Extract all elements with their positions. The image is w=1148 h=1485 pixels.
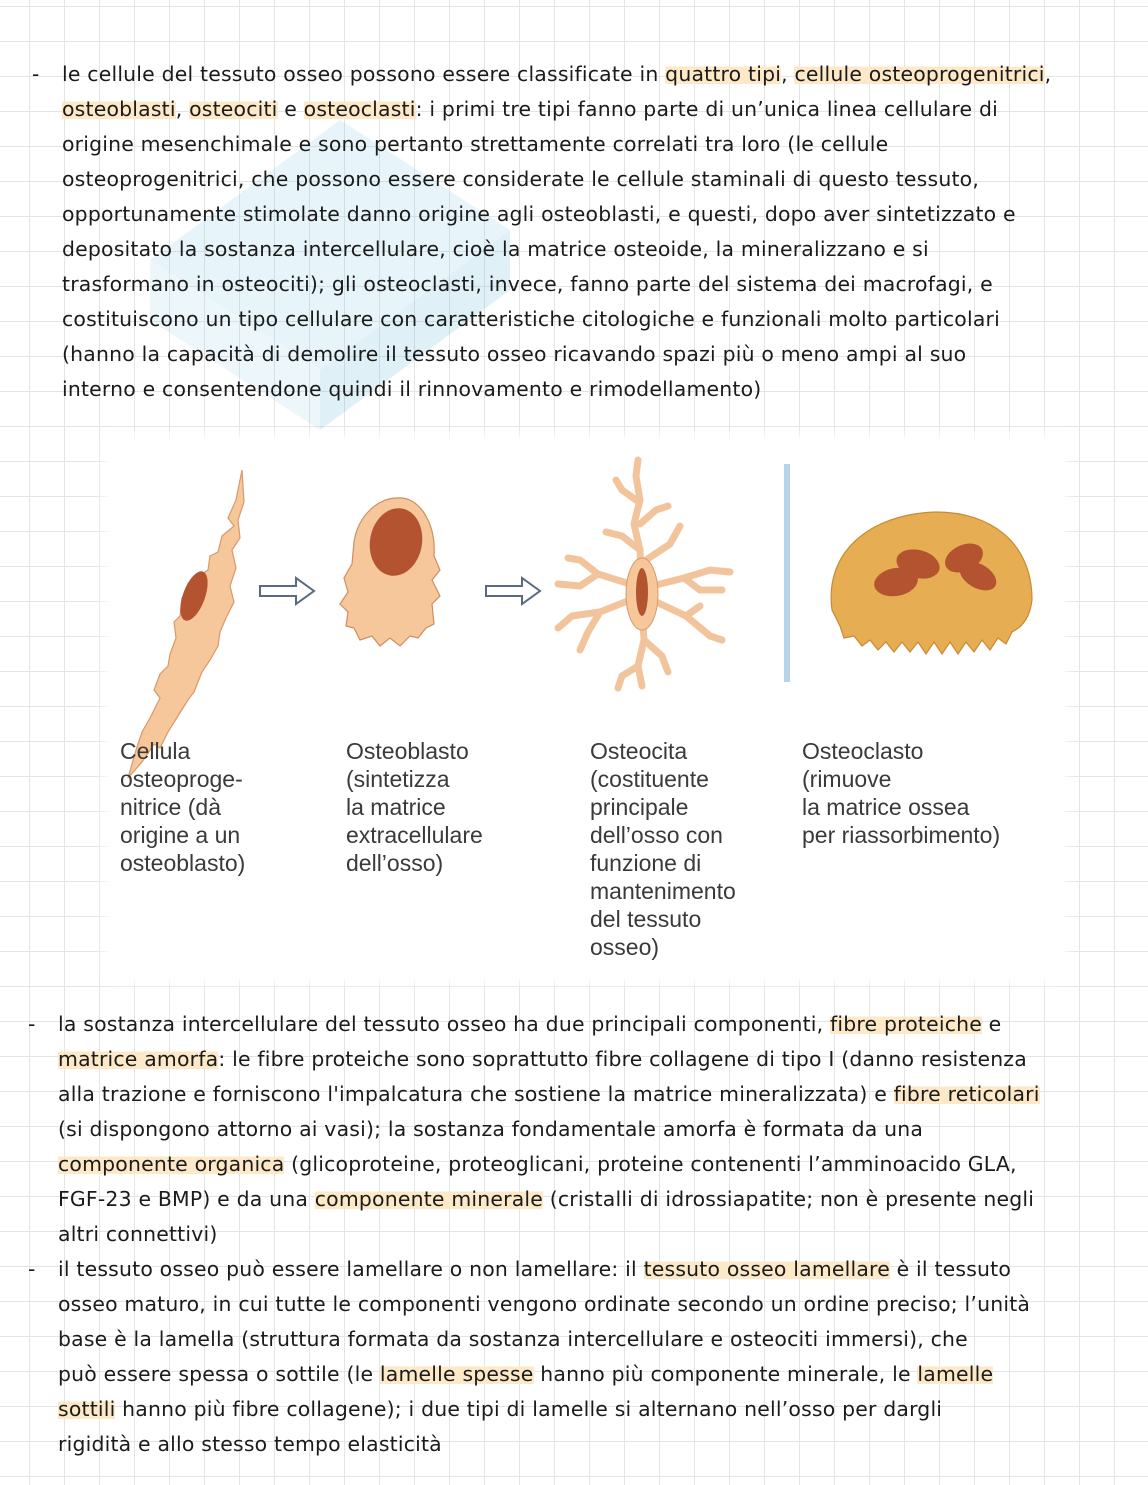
text-line (58, 1042, 1110, 1077)
text-line (62, 267, 1114, 302)
text-segment: , (1044, 62, 1052, 86)
caption-line: Osteoblasto (346, 738, 469, 764)
text-line (58, 1112, 1110, 1147)
highlighted-term: quattro tipi (665, 62, 782, 86)
caption-line: origine a un (120, 822, 241, 848)
caption-line: (costituente (590, 766, 709, 792)
text-segment: depositato la sostanza intercellulare, cioè la matrice osteoide, la mineralizzano e si (62, 237, 929, 261)
highlighted-term: osteoblasti (62, 97, 176, 121)
caption-line: per riassorbimento) (802, 822, 1001, 848)
text-segment: costituiscono un tipo cellulare con caratteristiche citologiche e funzionali molto particolari (62, 307, 1000, 331)
text-segment: e (277, 97, 304, 121)
text-segment: le cellule del tessuto osseo possono essere classificate in (62, 62, 666, 86)
text-line (58, 1147, 1110, 1182)
text-segment: (glicoproteine, proteoglicani, proteine contenenti l’amminoacido GLA, (284, 1152, 1017, 1176)
text-line (58, 1007, 1110, 1042)
text-segment: interno e consentendone quindi il rinnovamento e rimodellamento) (62, 377, 762, 401)
text-line (62, 127, 1114, 162)
arrow-right-icon (260, 578, 314, 604)
text-line (62, 302, 1114, 337)
caption-line: nitrice (dà (120, 794, 221, 820)
text-line (58, 1322, 1110, 1357)
paragraph-intercellular-substance (28, 1007, 1110, 1252)
text-line (62, 337, 1114, 372)
text-segment: : le fibre proteiche sono soprattutto fibre collagene di tipo I (danno resistenza (218, 1047, 1027, 1071)
osteocyte-nucleus (636, 568, 648, 616)
text-line (62, 57, 1114, 92)
text-segment: il tessuto osseo può essere lamellare o non lamellare: il (58, 1257, 644, 1281)
text-segment: osteoprogenitrici, che possono essere considerate le cellule staminali di questo tessuto, (62, 167, 979, 191)
osteoblast-cell (340, 498, 440, 646)
text-segment: opportunamente stimolate danno origine agli osteoblasti, e questi, dopo aver sintetizzato e (62, 202, 1016, 226)
text-line (58, 1357, 1110, 1392)
text-segment: e (982, 1012, 1002, 1036)
text-segment: altri connettivi) (58, 1222, 218, 1246)
caption-line: extracellulare (346, 822, 483, 848)
text-segment: hanno più fibre collagene); i due tipi di lamelle si alternano nell’osso per dargli (115, 1397, 943, 1421)
highlighted-term: osteociti (189, 97, 278, 121)
caption-line: la matrice ossea (802, 794, 970, 820)
caption-line: (sintetizza (346, 766, 450, 792)
highlighted-term: osteoclasti (303, 97, 416, 121)
caption-osteoprogenitor (120, 737, 245, 877)
highlighted-term: componente minerale (314, 1187, 544, 1211)
text-segment: hanno più componente minerale, le (533, 1362, 918, 1386)
osteoclast-body (831, 512, 1032, 654)
caption-line: osseo) (590, 934, 660, 960)
highlighted-term: sottili (58, 1397, 116, 1421)
highlighted-term: tessuto osseo lamellare (643, 1257, 890, 1281)
text-segment: la sostanza intercellulare del tessuto osseo ha due principali componenti, (58, 1012, 830, 1036)
text-line (58, 1217, 1110, 1252)
caption-line: principale (590, 794, 689, 820)
caption-osteocyte (590, 737, 736, 961)
text-line (62, 232, 1114, 267)
caption-osteoclast (802, 737, 1000, 849)
paragraph-lamellar-tissue (28, 1252, 1110, 1462)
caption-line: Cellula (120, 738, 191, 764)
text-segment: (si dispongono attorno ai vasi); la sostanza fondamentale amorfa è formata da una (58, 1117, 924, 1141)
highlighted-term: lamelle (917, 1362, 994, 1386)
bullet-dash: - (28, 1257, 36, 1281)
paragraph-cell-types (32, 57, 1114, 407)
caption-osteoblast (346, 737, 483, 877)
caption-line: osteoblasto) (120, 850, 246, 876)
osteocyte-cell (558, 460, 730, 688)
caption-line: (rimuove (802, 766, 892, 792)
caption-line: mantenimento (590, 878, 736, 904)
highlighted-term: cellule osteoprogenitrici (794, 62, 1045, 86)
text-segment: rigidità e allo stesso tempo elasticità (58, 1432, 442, 1456)
caption-line: funzione di (590, 850, 702, 876)
text-segment: osseo maturo, in cui tutte le componenti vengono ordinate secondo un ordine preciso; l’unità (58, 1292, 1031, 1316)
figure-illustration (110, 440, 1062, 978)
bullet-dash: - (28, 1012, 36, 1036)
caption-line: dell’osso) (346, 850, 444, 876)
bone-cells-figure (110, 440, 1062, 978)
text-segment: , (781, 62, 795, 86)
text-line (62, 372, 1114, 407)
caption-line: dell’osso con (590, 822, 723, 848)
text-segment: , (175, 97, 190, 121)
text-line (58, 1077, 1110, 1112)
highlighted-term: fibre proteiche (830, 1012, 982, 1036)
text-segment: alla trazione e forniscono l'impalcatura che sostiene la matrice mineralizzata) e (58, 1082, 894, 1106)
highlighted-term: matrice amorfa (58, 1047, 219, 1071)
text-segment: base è la lamella (struttura formata da sostanza intercellulare e osteociti immersi), che (58, 1327, 968, 1351)
text-segment: (hanno la capacità di demolire il tessuto osseo ricavando spazi più o meno ampi al suo (62, 342, 967, 366)
text-line (62, 92, 1114, 127)
text-segment: (cristalli di idrossiapatite; non è presente negli (543, 1187, 1035, 1211)
text-line (62, 197, 1114, 232)
text-segment: può essere spessa o sottile (le (58, 1362, 380, 1386)
highlighted-term: fibre reticolari (893, 1082, 1040, 1106)
arrow-right-icon (486, 578, 540, 604)
osteoclast-cell (831, 512, 1032, 654)
text-line (58, 1427, 1110, 1462)
highlighted-term: lamelle spesse (379, 1362, 534, 1386)
text-segment: origine mesenchimale e sono pertanto strettamente correlati tra loro (le cellule (62, 132, 889, 156)
caption-line: del tessuto (590, 906, 702, 932)
figure-divider (784, 464, 790, 682)
osteoprogenitor-body (128, 470, 244, 778)
text-line (58, 1252, 1110, 1287)
caption-line: la matrice (346, 794, 446, 820)
text-line (62, 162, 1114, 197)
text-line (58, 1287, 1110, 1322)
text-segment: FGF-23 e BMP) e da una (58, 1187, 315, 1211)
osteoprogenitor-cell (128, 470, 244, 778)
text-segment: è il tessuto (889, 1257, 1012, 1281)
highlighted-term: componente organica (58, 1152, 285, 1176)
text-line (58, 1392, 1110, 1427)
caption-line: osteoproge- (120, 766, 243, 792)
bullet-dash: - (32, 62, 40, 86)
text-segment: trasformano in osteociti); gli osteoclasti, invece, fanno parte del sistema dei macrofagi, e (62, 272, 993, 296)
text-segment: : i primi tre tipi fanno parte di un’unica linea cellulare di (415, 97, 998, 121)
text-line (58, 1182, 1110, 1217)
caption-line: Osteocita (590, 738, 688, 764)
caption-line: Osteoclasto (802, 738, 924, 764)
